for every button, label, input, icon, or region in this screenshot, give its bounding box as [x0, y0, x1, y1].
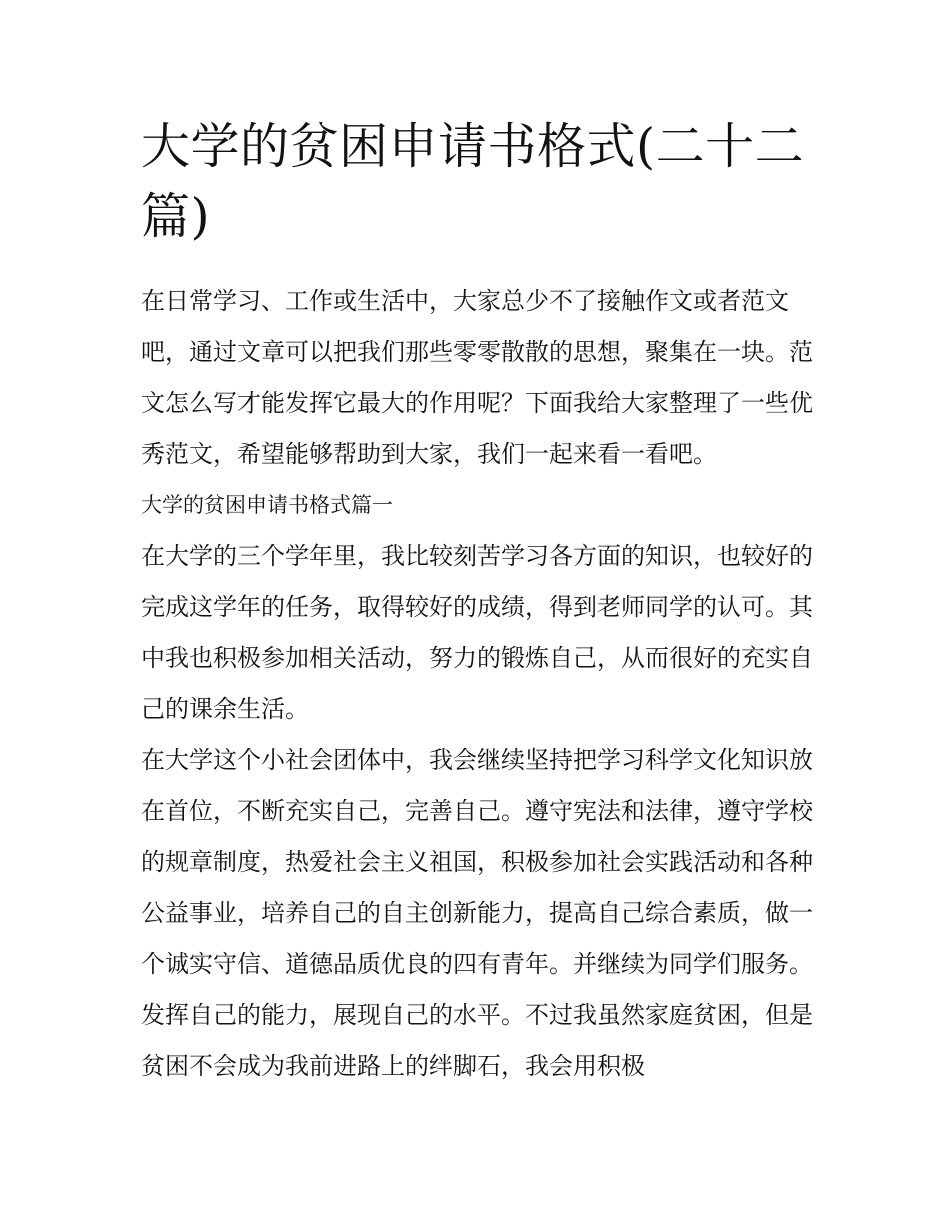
- document-title: 大学的贫困申请书格式(二十二篇): [141, 118, 805, 245]
- section-heading: 大学的贫困申请书格式篇一: [141, 493, 393, 517]
- body-paragraph-1: 在大学的三个学年里，我比较刻苦学习各方面的知识，也较好的完成这学年的任务，取得较好的成绩，得到老师同学的认可。其中我也积极参加相关活动，努力的锻炼自己，从而很好的充实自己的课余生活。: [141, 542, 813, 723]
- body-paragraph-2: 在大学这个小社会团体中，我会继续坚持把学习科学文化知识放在首位，不断充实自己，完善自己。遵守宪法和法律，遵守学校的规章制度，热爱社会主义祖国，积极参加社会实践活动和各种公益事业，培养自己的自主创新能力，提高自己综合素质，做一个诚实守信、道德品质优良的四有青年。并继续为同学们服务。发挥自己的能力，展现自己的水平。不过我虽然家庭贫困，但是贫困不会成为我前进路上的绊脚石，我会用积极: [141, 746, 813, 1080]
- document-page: [141, 112, 813, 1080]
- intro-paragraph: 在日常学习、工作或生活中，大家总少不了接触作文或者范文吧，通过文章可以把我们那些零零散散的思想，聚集在一块。范文怎么写才能发挥它最大的作用呢？下面我给大家整理了一些优秀范文，希望能够帮助到大家，我们一起来看一看吧。: [141, 287, 813, 468]
